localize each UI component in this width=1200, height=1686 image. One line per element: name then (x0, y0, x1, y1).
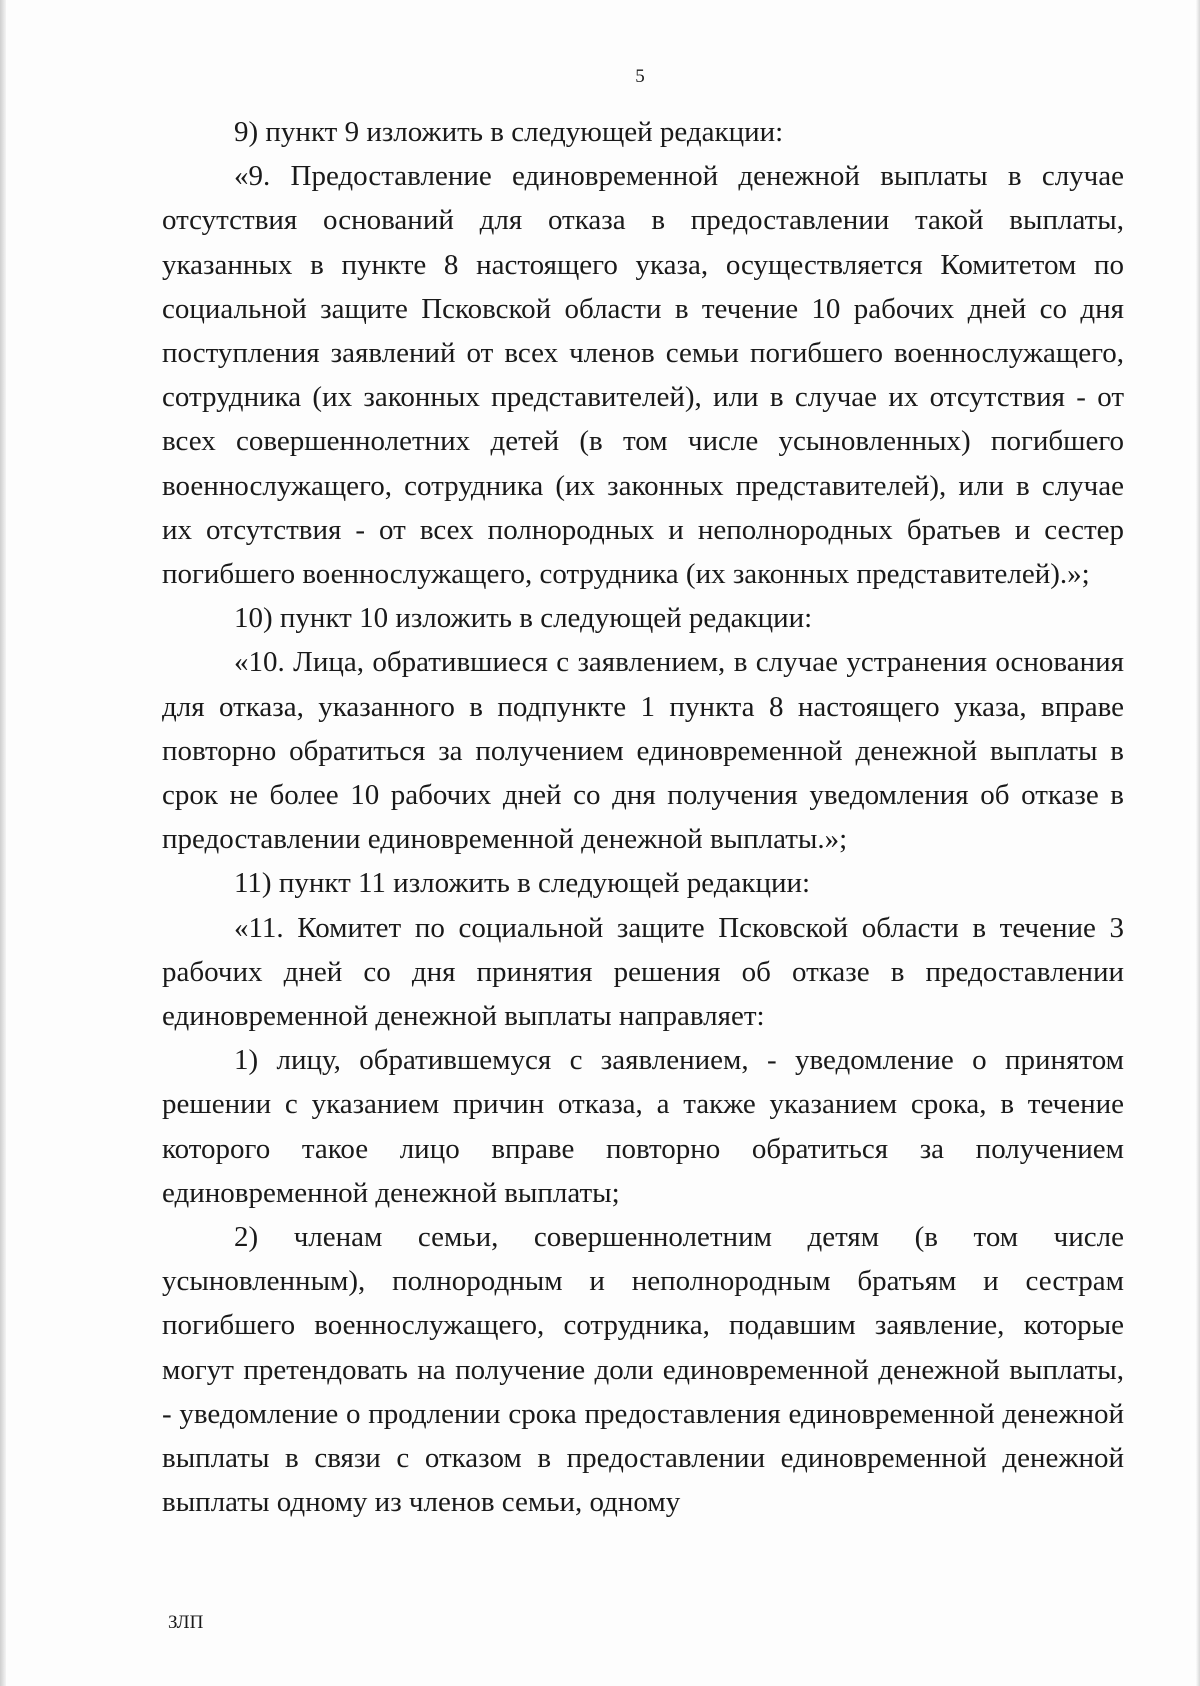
paragraph-item-11-heading: 11) пункт 11 изложить в следующей редакции: (234, 867, 811, 900)
footer-code: ЗЛП (168, 1612, 204, 1633)
page-number: 5 (635, 66, 645, 87)
paragraph-subitem-1: 1) лицу, обратившемуся с заявлением, - уведомление о принятом решении с указанием причин отказа, а также указанием срока, в течение которого такое лицо вправе повторно обратиться за получением единовременной денежной выплаты; (162, 1044, 1124, 1209)
paragraph-item-10-heading: 10) пункт 10 изложить в следующей редакции: (234, 602, 813, 635)
scan-edge-left (0, 0, 6, 1686)
paragraph-clause-11: «11. Комитет по социальной защите Псковской области в течение 3 рабочих дней со дня принятия решения об отказе в предоставлении единовременной денежной выплаты направляет: (162, 911, 1124, 1033)
scan-edge-right (1196, 0, 1200, 1686)
paragraph-subitem-2: 2) членам семьи, совершеннолетним детям (в том числе усыновленным), полнородным и неполнородным братьям и сестрам погибшего военнослужащего, сотрудника, подавшим заявление, которые могут претендовать на получение доли единовременной денежной выплаты, - уведомление о продлении срока предоставления единовременной денежной выплаты в связи с отказом в предоставлении единовременной денежной выплаты одному из членов семьи, одному (162, 1221, 1124, 1519)
paragraph-clause-9: «9. Предоставление единовременной денежной выплаты в случае отсутствия оснований для отказа в предоставлении такой выплаты, указанных в пункте 8 настоящего указа, осуществляется Комитетом по социальной защите Псковской области в течение 10 рабочих дней со дня поступления заявлений от всех членов семьи погибшего военнослужащего, сотрудника (их законных представителей), или в случае их отсутствия - от всех совершеннолетних детей (в том числе усыновленных) погибшего военнослужащего, сотрудника (их законных представителей), или в случае их отсутствия - от всех полнородных и неполнородных братьев и сестер погибшего военнослужащего, сотрудника (их законных представителей).»; (162, 160, 1124, 591)
paragraph-clause-10: «10. Лица, обратившиеся с заявлением, в случае устранения основания для отказа, указанного в подпункте 1 пункта 8 настоящего указа, вправе повторно обратиться за получением единовременной денежной выплаты в срок не более 10 рабочих дней со дня получения уведомления об отказе в предоставлении единовременной денежной выплаты.»; (162, 646, 1124, 856)
paragraph-item-9-heading: 9) пункт 9 изложить в следующей редакции: (234, 116, 784, 148)
document-body (162, 110, 1124, 1525)
